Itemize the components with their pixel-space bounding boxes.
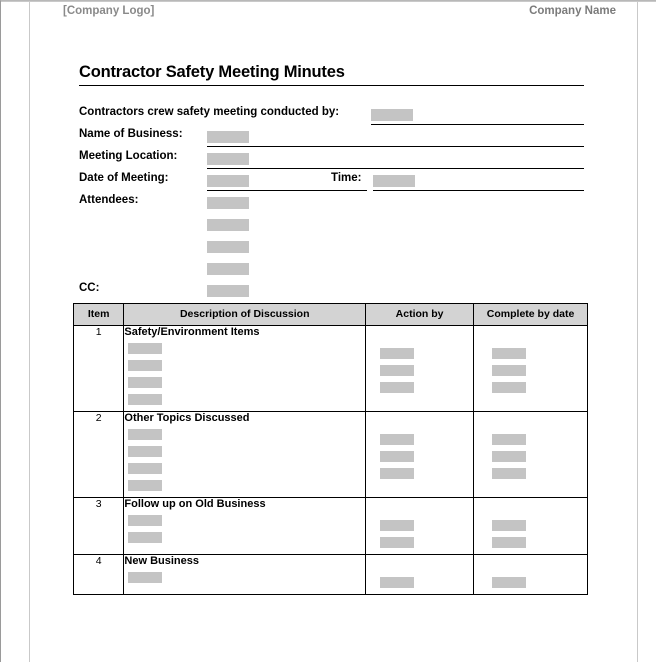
- row-description-blank[interactable]: [128, 572, 162, 583]
- spacer: [474, 326, 587, 348]
- page-title: Contractor Safety Meeting Minutes: [79, 63, 345, 81]
- field-label-meeting-location: Meeting Location:: [79, 150, 178, 162]
- row-action-blank[interactable]: [380, 468, 414, 479]
- row-action-blank[interactable]: [380, 365, 414, 376]
- row-section-title: Follow up on Old Business: [124, 498, 266, 511]
- row-item-number: 1: [74, 326, 124, 412]
- spacer: [474, 498, 587, 520]
- field-meeting-location: [79, 149, 584, 171]
- column-header-action-by: Action by: [366, 304, 474, 326]
- row-description-blank[interactable]: [128, 343, 162, 354]
- field-rule-date-of-meeting: [207, 190, 367, 191]
- row-complete-blank[interactable]: [492, 348, 526, 359]
- field-label-date-of-meeting: Date of Meeting:: [79, 172, 169, 184]
- row-section-title: Other Topics Discussed: [124, 412, 250, 425]
- row-complete-blank[interactable]: [492, 468, 526, 479]
- field-input-time[interactable]: [373, 175, 415, 187]
- row-description-blank[interactable]: [128, 532, 162, 543]
- row-action-blank[interactable]: [380, 520, 414, 531]
- row-action-blank[interactable]: [380, 348, 414, 359]
- row-action-by-cell[interactable]: [366, 326, 474, 412]
- spacer: [474, 412, 587, 434]
- row-complete-blank[interactable]: [492, 520, 526, 531]
- row-action-blank[interactable]: [380, 382, 414, 393]
- table-row: [74, 498, 588, 555]
- row-action-by-cell[interactable]: [366, 555, 474, 595]
- meeting-minutes-table: [73, 303, 588, 595]
- spacer: [366, 555, 473, 577]
- row-description-cell[interactable]: [124, 412, 366, 498]
- spacer: [366, 498, 473, 520]
- field-attendees-row-3: [79, 237, 584, 259]
- field-attendees: [79, 193, 584, 215]
- table-header-row: [74, 304, 588, 326]
- row-complete-blank[interactable]: [492, 577, 526, 588]
- field-input-attendee-4[interactable]: [207, 263, 249, 275]
- page-frame-left: [29, 1, 30, 662]
- field-date-and-time: [79, 171, 584, 193]
- row-description-cell[interactable]: [124, 498, 366, 555]
- column-header-description: Description of Discussion: [124, 304, 366, 326]
- field-rule-name-of-business: [207, 146, 584, 147]
- row-description-blank[interactable]: [128, 429, 162, 440]
- field-input-meeting-location[interactable]: [207, 153, 249, 165]
- row-description-blank[interactable]: [128, 360, 162, 371]
- row-section-title: New Business: [124, 555, 199, 568]
- field-rule-conducted-by: [371, 124, 584, 125]
- row-action-by-cell[interactable]: [366, 412, 474, 498]
- field-input-attendee-2[interactable]: [207, 219, 249, 231]
- row-action-blank[interactable]: [380, 451, 414, 462]
- spacer: [474, 555, 587, 577]
- row-item-number: 3: [74, 498, 124, 555]
- field-input-cc[interactable]: [207, 285, 249, 297]
- table-row: [74, 326, 588, 412]
- field-label-name-of-business: Name of Business:: [79, 128, 183, 140]
- field-attendees-row-2: [79, 215, 584, 237]
- row-item-number: 4: [74, 555, 124, 595]
- row-description-blank[interactable]: [128, 377, 162, 388]
- field-rule-meeting-location: [207, 168, 584, 169]
- row-item-number: 2: [74, 412, 124, 498]
- form-fields: [79, 105, 584, 303]
- field-input-name-of-business[interactable]: [207, 131, 249, 143]
- row-complete-by-cell[interactable]: [474, 326, 588, 412]
- row-description-blank[interactable]: [128, 515, 162, 526]
- column-header-item: Item: [74, 304, 124, 326]
- field-name-of-business: [79, 127, 584, 149]
- page-header: [63, 5, 616, 17]
- row-action-blank[interactable]: [380, 434, 414, 445]
- row-description-blank[interactable]: [128, 446, 162, 457]
- row-description-blank[interactable]: [128, 463, 162, 474]
- field-label-conducted-by: Contractors crew safety meeting conducted by:: [79, 106, 340, 118]
- field-label-attendees: Attendees:: [79, 194, 139, 206]
- row-section-title: Safety/Environment Items: [124, 326, 260, 339]
- page-frame-right: [637, 1, 638, 662]
- row-action-by-cell[interactable]: [366, 498, 474, 555]
- spacer: [366, 326, 473, 348]
- spacer: [366, 412, 473, 434]
- row-complete-blank[interactable]: [492, 434, 526, 445]
- row-description-blank[interactable]: [128, 480, 162, 491]
- company-logo-placeholder: [Company Logo]: [63, 5, 155, 17]
- field-input-attendee-1[interactable]: [207, 197, 249, 209]
- row-complete-by-cell[interactable]: [474, 498, 588, 555]
- row-action-blank[interactable]: [380, 577, 414, 588]
- column-header-complete-by-date: Complete by date: [474, 304, 588, 326]
- row-complete-by-cell[interactable]: [474, 555, 588, 595]
- document-title-block: [79, 63, 584, 86]
- field-input-attendee-3[interactable]: [207, 241, 249, 253]
- field-label-time: Time:: [331, 172, 362, 184]
- row-complete-blank[interactable]: [492, 365, 526, 376]
- row-description-blank[interactable]: [128, 394, 162, 405]
- field-input-conducted-by[interactable]: [371, 109, 413, 121]
- row-complete-blank[interactable]: [492, 382, 526, 393]
- table-row: [74, 555, 588, 595]
- field-label-cc: CC:: [79, 282, 100, 294]
- row-complete-blank[interactable]: [492, 537, 526, 548]
- row-description-cell[interactable]: [124, 555, 366, 595]
- field-cc: [79, 281, 584, 303]
- row-description-cell[interactable]: [124, 326, 366, 412]
- field-attendees-row-4: [79, 259, 584, 281]
- field-conducted-by: [79, 105, 584, 127]
- row-complete-blank[interactable]: [492, 451, 526, 462]
- field-input-date-of-meeting[interactable]: [207, 175, 249, 187]
- company-name: Company Name: [529, 5, 616, 17]
- table-row: [74, 412, 588, 498]
- field-rule-time: [373, 190, 584, 191]
- row-action-blank[interactable]: [380, 537, 414, 548]
- page-frame-top: [1, 1, 656, 2]
- row-complete-by-cell[interactable]: [474, 412, 588, 498]
